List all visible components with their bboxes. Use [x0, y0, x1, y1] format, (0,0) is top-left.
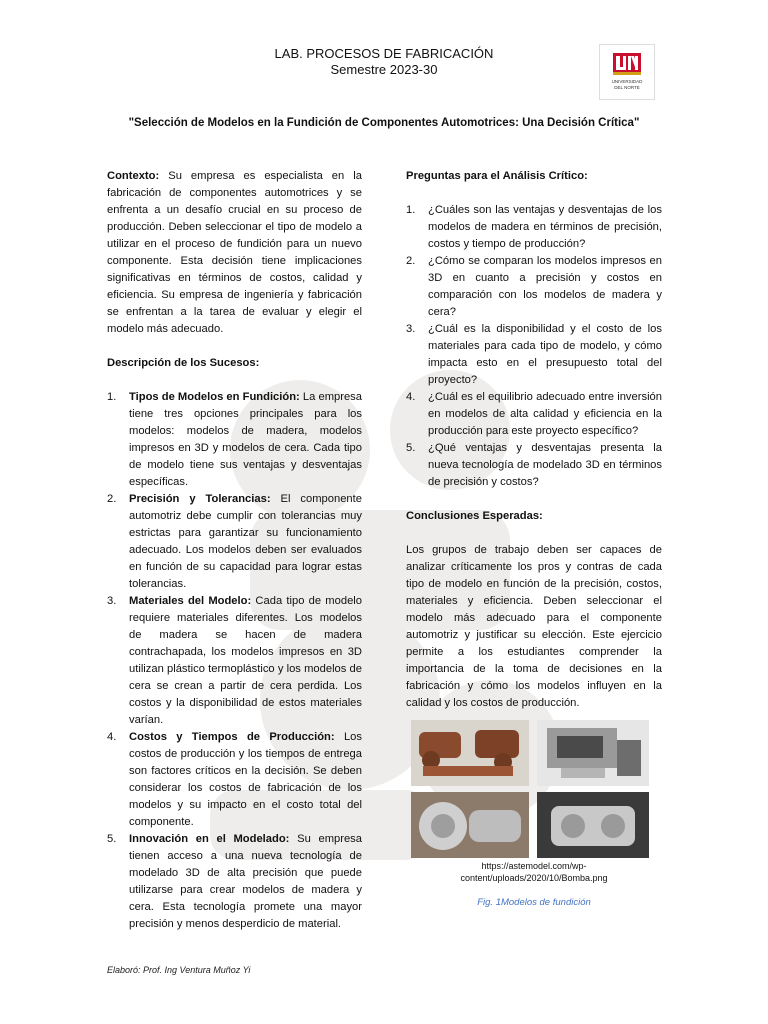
question-number: 1. [406, 204, 416, 216]
photo-metal-casting [411, 792, 529, 858]
caption-line2: content/uploads/2020/10/Bomba.png [460, 873, 608, 883]
lab-title: LAB. PROCESOS DE FABRICACIÓN [274, 46, 494, 61]
question-text: ¿Cuáles son las ventajas y desventajas de los modelos de madera en términos de precisión, costos y tiempo de producción? [428, 204, 662, 250]
conclusions-heading: Conclusiones Esperadas: [406, 510, 543, 522]
event-number: 3. [107, 595, 117, 607]
event-item [107, 729, 362, 831]
document-title: "Selección de Modelos en la Fundición de Componentes Automotrices: Una Decisión Crítica" [128, 117, 640, 129]
left-column [107, 168, 362, 933]
photo-aluminum-part [537, 792, 649, 858]
question-item [406, 440, 662, 491]
event-text: La empresa tiene tres opciones principales para los modelos: modelos de madera, modelos impresos en 3D y modelos de cera. Cada tipo de modelo tiene sus ventajas y desventajas específicas. [129, 391, 362, 488]
question-text: ¿Cuál es el equilibrio adecuado entre inversión en modelos de alta calidad y eficiencia en la producción para este proyecto específico? [428, 391, 662, 437]
question-number: 5. [406, 442, 416, 454]
event-text: Su empresa tienen acceso a una nueva tecnología de modelado 3D de alta precisión que puede utilizarse para crear modelos de madera y cera. Esta tecnología promete una mayor precisión y menos desperdicio de material. [129, 833, 362, 930]
event-item [107, 831, 362, 933]
events-heading: Descripción de los Sucesos: [107, 357, 260, 369]
question-item [406, 389, 662, 440]
event-number: 5. [107, 833, 117, 845]
event-label: Tipos de Modelos en Fundición: [129, 391, 300, 403]
events-list [107, 389, 362, 933]
event-label: Costos y Tiempos de Producción: [129, 731, 335, 743]
footer-author: Elaboró: Prof. Ing Ventura Muñoz Yi [107, 965, 251, 975]
event-label: Innovación en el Modelado: [129, 833, 290, 845]
context-text: Su empresa es especialista en la fabricación de componentes automotrices y se enfrenta a un desafío crucial en su proceso de producción. Deben seleccionar el tipo de modelo a utilizar en el proceso de fundición para un nuevo componente. Esta decisión tiene implicaciones significativas en términos de costos, calidad y eficiencia. Su empresa de ingeniería y fabricación se enfrentan a la tarea de evaluar y elegir el modelo más adecuado. [107, 170, 362, 335]
photo-mold-box [537, 720, 649, 786]
event-text: El componente automotriz debe cumplir con tolerancias muy estrictas para garantizar su funcionamiento adecuado. Los modelos deben ser evaluados en función de su capacidad para lograr estas tolerancias. [129, 493, 362, 590]
logo-text-line1: UNIVERSIDAD [611, 79, 643, 84]
question-number: 2. [406, 255, 416, 267]
event-item [107, 491, 362, 593]
event-item [107, 593, 362, 729]
logo-text-line2: DEL NORTE [614, 85, 640, 90]
event-number: 4. [107, 731, 117, 743]
questions-heading: Preguntas para el Análisis Crítico: [406, 170, 588, 182]
right-column [406, 168, 662, 712]
questions-list [406, 202, 662, 491]
context-paragraph [107, 168, 362, 338]
question-number: 4. [406, 391, 416, 403]
question-number: 3. [406, 323, 416, 335]
event-label: Precisión y Tolerancias: [129, 493, 271, 505]
question-item [406, 321, 662, 389]
question-item [406, 253, 662, 321]
question-text: ¿Qué ventajas y desventajas presenta la nueva tecnología de modelado 3D en términos de precisión y costos? [428, 442, 662, 488]
un-logo-mark [613, 53, 641, 75]
figure-label: Fig. 1Modelos de fundición [477, 897, 591, 908]
event-label: Materiales del Modelo: [129, 595, 252, 607]
event-item [107, 389, 362, 491]
event-text: Cada tipo de modelo requiere materiales diferentes. Los modelos de madera se hacen de madera contrachapada, los modelos impresos en 3D utilizan plástico termoplástico y los modelos de cera se crean a partir de cera perdida. Los costos y la disponibilidad de estos materiales varían. [129, 595, 362, 726]
semester: Semestre 2023-30 [330, 62, 438, 77]
figure-source-caption [406, 860, 662, 884]
conclusions-paragraph: Los grupos de trabajo deben ser capaces de analizar críticamente los pros y contras de cada tipo de modelo en función de la precisión, costos, materiales y eficiencia. Deben seleccionar el modelo más adecuado para el componente automotriz y justificar su elección. Este ejercicio permite a los estudiantes comprender la importancia de la toma de decisiones en la fabricación y cómo los modelos influyen en la calidad y los costos de producción. [406, 544, 662, 709]
question-text: ¿Cómo se comparan los modelos impresos en 3D en cuanto a precisión y costos en comparación con los modelos de madera y cera? [428, 255, 662, 318]
event-number: 2. [107, 493, 117, 505]
context-label: Contexto: [107, 170, 160, 182]
photo-wood-pattern [411, 720, 529, 786]
question-item [406, 202, 662, 253]
caption-line1: https://astemodel.com/wp- [481, 861, 587, 871]
question-text: ¿Cuál es la disponibilidad y el costo de los materiales para cada tipo de modelo, y cómo impacta esto en el presupuesto total del proyecto? [428, 323, 662, 386]
university-logo [599, 44, 655, 100]
event-text: Los costos de producción y los tiempos de entrega son factores críticos en la decisión. Se deben considerar los costos de fabricación de los modelos y su impacto en el costo total del componente. [129, 731, 362, 828]
casting-models-photo [411, 720, 649, 858]
event-number: 1. [107, 391, 117, 403]
